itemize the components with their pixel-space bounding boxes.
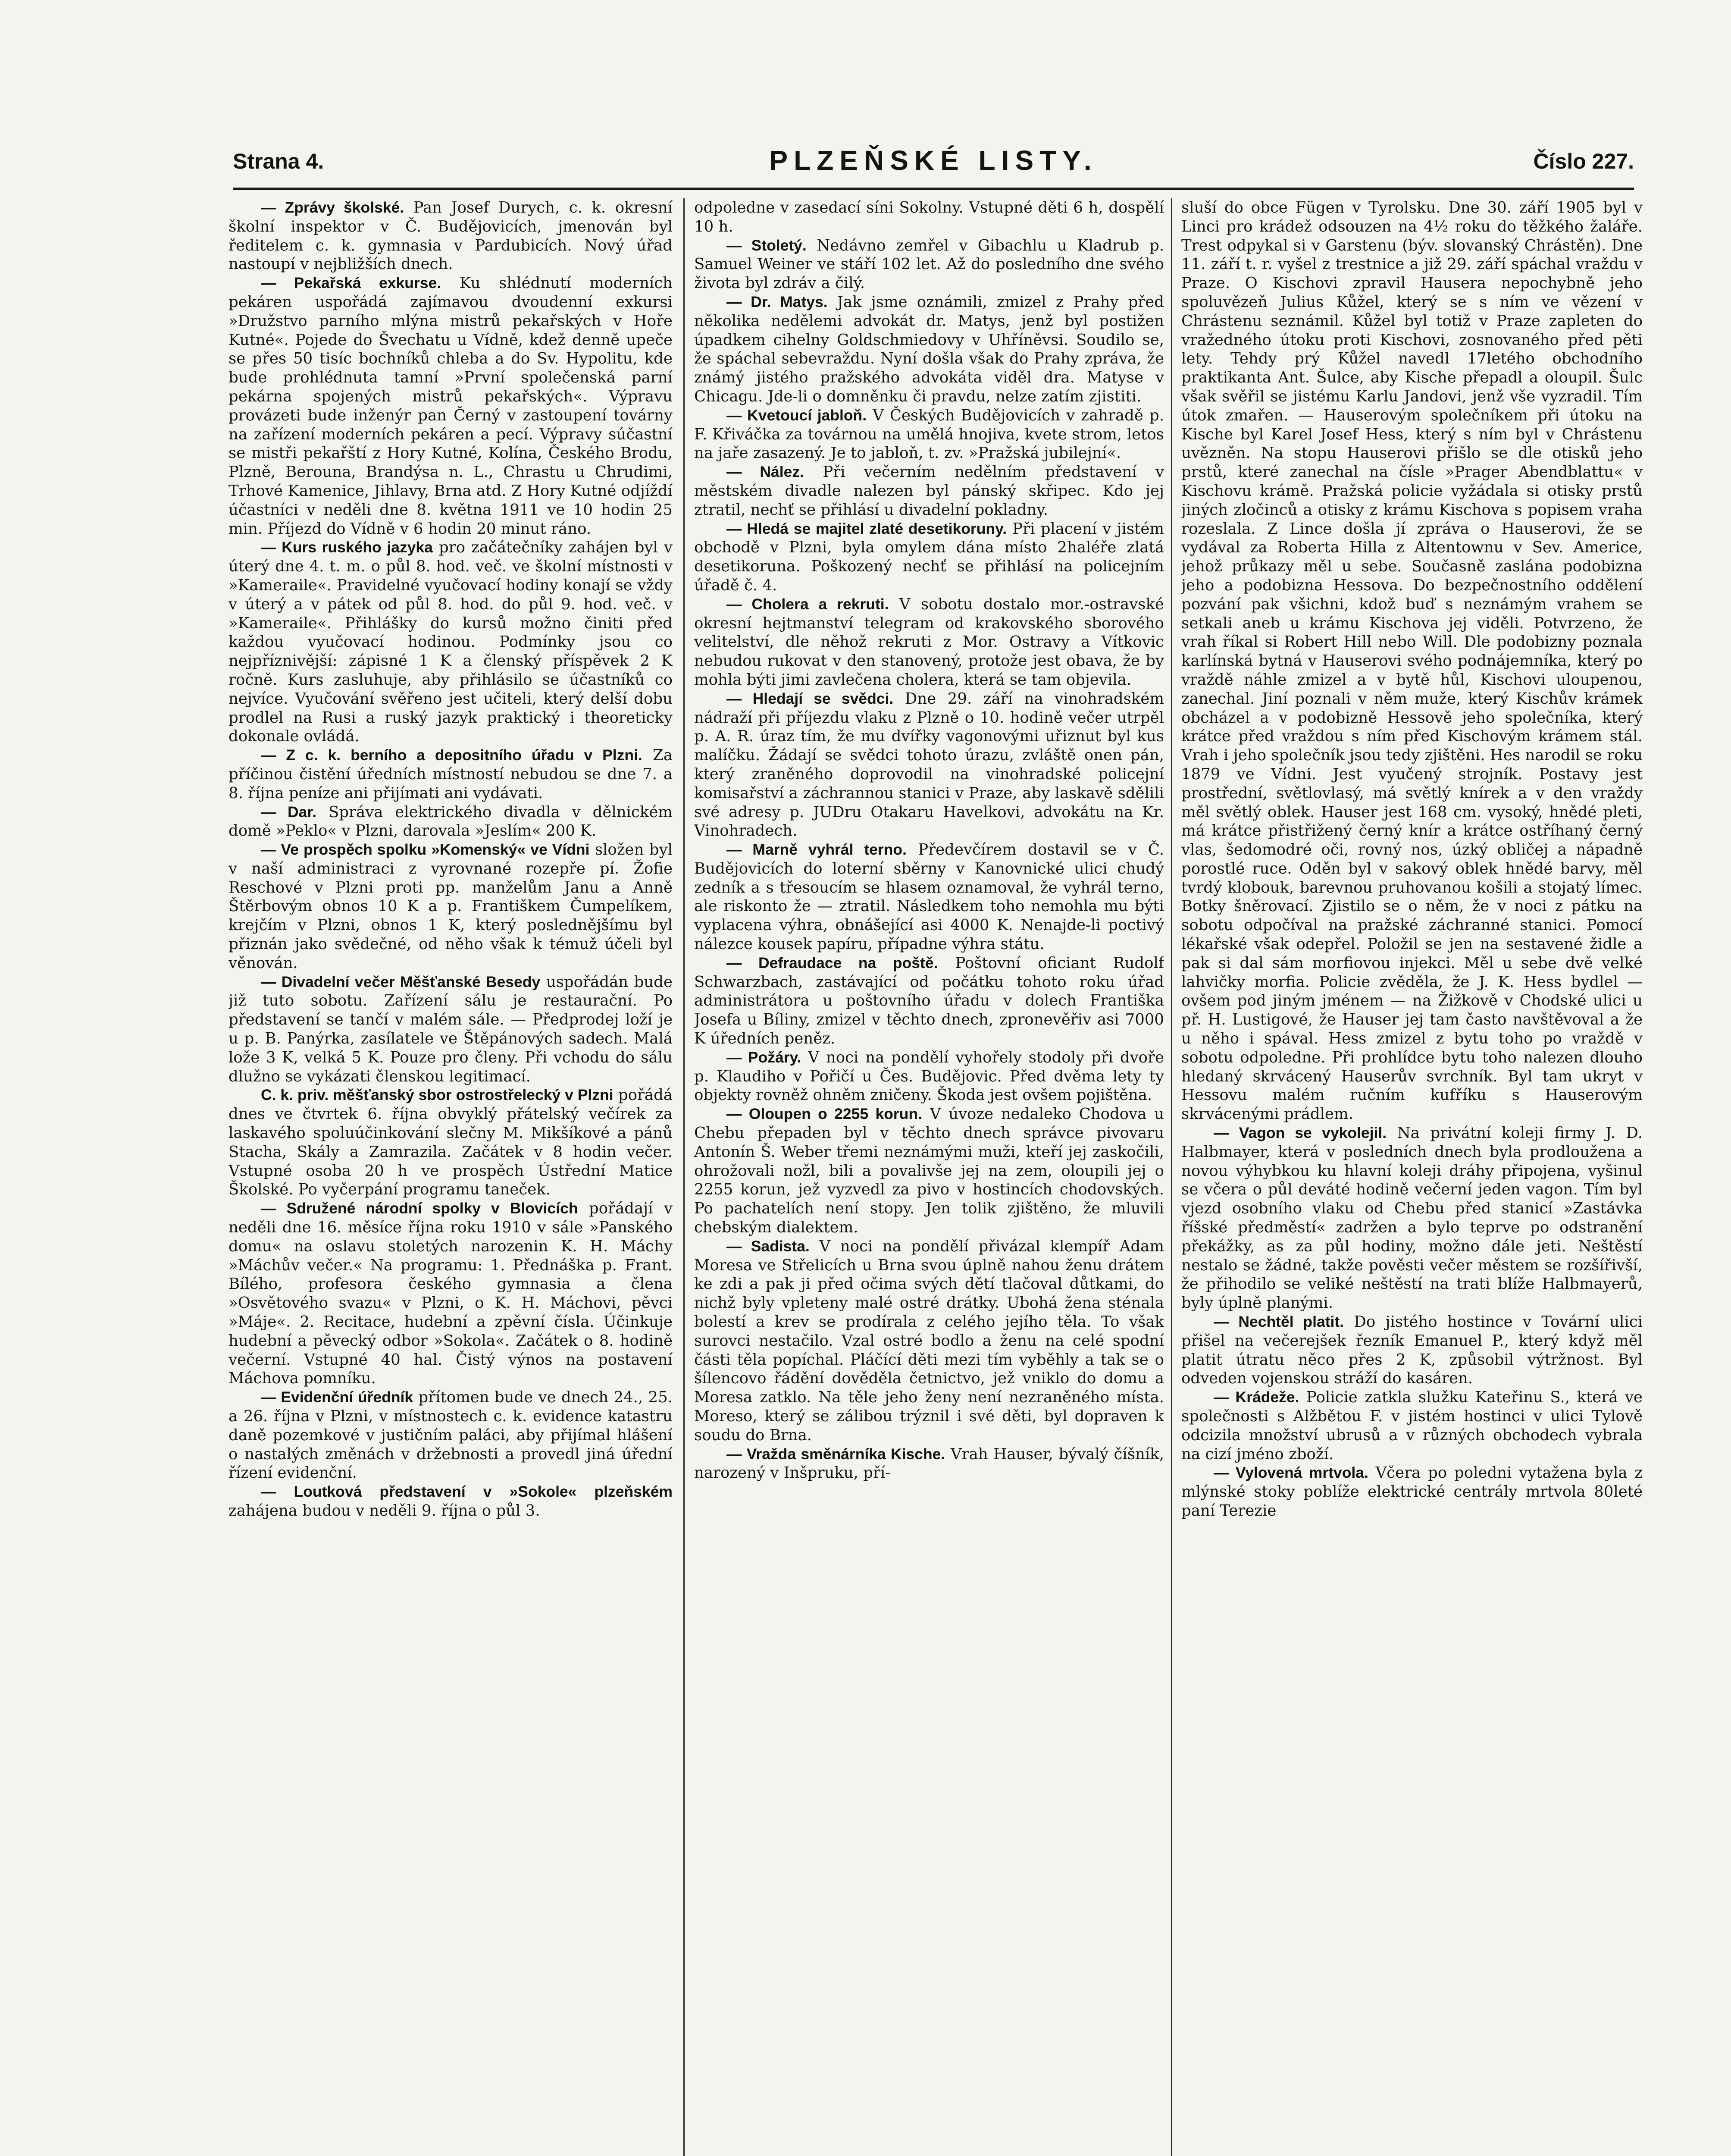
article-heading: — Požáry. (726, 1048, 801, 1066)
article-paragraph (229, 1086, 673, 1199)
article-text: Včera po poledni vytažena byla z mlýnské stoky poblíže elektrické centrály mrtvola 80leté paní Terezie (1181, 1464, 1643, 1520)
article-heading: — Marně vyhrál terno. (726, 841, 907, 859)
header-rule (233, 188, 1634, 190)
article-text: odpoledne v zasedací síni Sokolny. Vstupné děti 6 h, dospělí 10 h. (694, 199, 1164, 235)
article-paragraph (229, 973, 673, 1086)
article-heading: — Vylovená mrtvola. (1214, 1464, 1368, 1482)
article-heading: — Divadelní večer Měšťanské Besedy (261, 973, 541, 990)
article-text: V noci na pondělí přivázal klempíř Adam Moresa ve Střelicích u Brna svou úplně nahou ženu drátem ke zdi a pak ji před očima svých dětí tlačoval důtkami, do nichž byly vpleteny malé ostré drátky. Ubohá žena sténala bolestí a krev se prodírala z celého jejího těla. To však surovci nestačilo. Vzal ostré bodlo a ženu na celé spodní části těla popíchal. Pláčící děti mezi tím vyběhly a tak se o šílencovo řádění dověděla četnictvo, jež vniklo do domu a Moresa zatklo. Na těle jeho ženy není nezraněného místa. Moreso, který se zálibou trýznil i své děti, byl dopraven k soudu do Brna. (694, 1237, 1164, 1444)
article-paragraph (694, 463, 1164, 519)
article-text: Poštovní oficiant Rudolf Schwarzbach, zastávající od počátku tohoto roku úřad administrátora u poštovního úřadu v dolech Františka Josefa u Bíliny, zmizel v těchto dnech, zpronevěřiv asi 7000 K úředních peněz. (694, 954, 1164, 1048)
article-heading: — Hledá se majitel zlaté desetikoruny. (726, 520, 1007, 537)
article-heading: — Ve prospěch spolku »Komenský« ve Vídni (261, 841, 590, 859)
article-text: zahájena budou v neděli 9. října o půl 3. (229, 1501, 540, 1520)
article-paragraph (694, 595, 1164, 689)
article-paragraph (229, 1482, 673, 1520)
article-heading: — Vražda směnárníka Kische. (726, 1445, 945, 1463)
article-text: Správa elektrického divadla v dělnickém domě »Peklo« v Plzni, darovala »Jeslím« 200 K. (229, 803, 673, 840)
article-paragraph (694, 954, 1164, 1048)
article-heading: — Kvetoucí jabloň. (726, 406, 867, 424)
article-heading: — Vagon se vykolejil. (1214, 1124, 1387, 1142)
article-heading: — Dr. Matys. (726, 293, 828, 310)
article-text: Policie zatkla služku Kateřinu S., která ve společnosti s Alžbětou F. v jistém hostinci v ulici Tylově odcizila množství ubrusů a v různých obchodech vybrala na cizí jméno zboží. (1181, 1388, 1643, 1463)
article-paragraph (694, 689, 1164, 840)
article-paragraph (694, 840, 1164, 954)
article-heading: — Zprávy školské. (261, 199, 404, 216)
article-paragraph (229, 1388, 673, 1482)
article-text: Předevčírem dostavil se v Č. Budějovicích do loterní sběrny v Kanovnické ulici chudý zedník a s třesoucím se hlasem oznamoval, že vyhrál terno, ale riskonto že — ztratil. Následkem toho nemohla mu býti vyplacena výhra, obnášející asi 4000 K. Nenajde-li poctivý nálezce kousek papíru, případne výhra státu. (694, 841, 1164, 953)
article-text: uspořádán bude již tuto sobotu. Zařízení sálu je restaurační. Po představení se tančí v malém sále. — Předprodej loží je u p. B. Panýrka, zasílatele ve Štěpánových sadech. Malá lože 3 K, velká 5 K. Pouze pro členy. Při vchodu do sálu dlužno se vykázati členskou legitimací. (229, 973, 673, 1085)
article-heading: — Sdružené národní spolky v Blovicích (261, 1200, 578, 1217)
article-heading: — Loutková představení v »Sokole« plzeňském (261, 1483, 673, 1501)
article-paragraph (1181, 1313, 1643, 1388)
masthead (233, 144, 1634, 183)
article-paragraph (229, 746, 673, 802)
column-divider (1171, 198, 1172, 2156)
article-heading: — Cholera a rekruti. (726, 595, 889, 613)
article-text: V Českých Budějovicích v zahradě p. F. Křiváčka za továrnou na umělá hnojiva, kvete strom, letos na jaře zasazený. Je to jabloň, t. zv. »Pražská jubilejní«. (694, 406, 1164, 462)
article-paragraph (1181, 1388, 1643, 1463)
article-paragraph (694, 1237, 1164, 1445)
article-text: pořádá dnes ve čtvrtek 6. října obvyklý přátelský večírek za laskavého spoluúčinkování slečny M. Mikšíkové a pánů Stacha, Skály a Zamrazila. Začátek v 8 hodin večer. Vstupné osoba 20 h ve prospěch Ústřední Matice Školské. Po vyčerpání programu taneček. (229, 1086, 673, 1199)
column-divider (683, 198, 685, 2156)
article-paragraph (694, 198, 1164, 236)
article-text: Jak jsme oznámili, zmizel z Prahy před několika nedělemi advokát dr. Matys, jenž byl postižen úpadkem cihelny Goldschmiedovy v Uhříněvsi. Soudilo se, že spáchal sebevraždu. Nyní došla však do Prahy zpráva, že známý jistého pražského advokáta viděl dra. Matyse v Chicagu. Jde-li o domněnku či pravdu, nelze zatím zjistiti. (694, 293, 1164, 405)
article-paragraph (229, 803, 673, 841)
issue-number: Číslo 227. (1533, 149, 1634, 173)
article-heading: — Kurs ruského jazyka (261, 539, 433, 556)
article-heading: — Hledají se svědci. (726, 689, 894, 707)
column-2 (694, 198, 1164, 2156)
article-text: pořádají v neděli dne 16. měsíce října roku 1910 v sále »Panského domu« na oslavu stoletých narozenin K. H. Máchy »Máchův večer.« Na programu: 1. Přednáška p. Frant. Bílého, profesora českého gymnasia a člena »Osvětového svazu« v Plzni, o K. H. Máchovi, pěvci »Máje«. 2. Recitace, hudební a zpěvní čísla. Účinkuje hudební a pěvecký odbor »Sokola«. Začátek o 8. hodině večerní. Vstupné 40 hal. Čistý výnos na postavení Máchova pomníku. (229, 1200, 673, 1388)
article-paragraph (694, 293, 1164, 406)
article-paragraph (694, 406, 1164, 463)
article-text: složen byl v naší administraci z vyrovnané rozepře pí. Žofie Reschové v Plzni proti pp. manželům Janu a Anně Štěrbovým obnos 10 K a p. Františkem Čumpelíkem, krejčím v Plzni, obnos 1 K, který poslednějšímu byl přiznán jako svědečné, od něho však k témuž účeli byl věnován. (229, 841, 673, 972)
article-paragraph (694, 1445, 1164, 1483)
article-heading: — Nález. (726, 463, 804, 481)
article-paragraph (1181, 1463, 1643, 1520)
article-text: V úvoze nedaleko Chodova u Chebu přepaden byl v těchto dnech správce pivovaru Antonín Š. Weber třemi neznámými muži, kteří jej zaskočili, ohrožovali nožl, bili a povalivše jej na zem, oloupili jej o 2255 korun, jež vyzvedl za pivo v hostincích chodovských. Po pachatelích není stopy. Jen tolik zjištěno, že mluvili chebským dialektem. (694, 1105, 1164, 1237)
article-paragraph (229, 198, 673, 274)
article-paragraph (694, 236, 1164, 293)
article-heading: — Evidenční úředník (261, 1388, 413, 1406)
article-heading: — Dar. (261, 803, 317, 821)
article-paragraph (694, 1048, 1164, 1105)
article-heading: — Z c. k. berního a depositního úřadu v Plzni. (261, 746, 642, 764)
article-paragraph (229, 274, 673, 538)
article-text: Při večerním nedělním představení v městském divadle nalezen byl pánský skřipec. Kdo jej ztratil, nechť se přihlásí u divadelní pokladny. (694, 463, 1164, 519)
article-text: V noci na pondělí vyhořely stodoly při dvoře p. Klaudiho v Pořičí u Čes. Budějovic. Před dvěma lety ty objekty rovněž ohněm zničeny. Škoda jest ovšem pojištěna. (694, 1048, 1164, 1104)
article-text: Pan Josef Durych, c. k. okresní školní inspektor v Č. Budějovicích, jmenován byl ředitelem c. k. gymnasia v Pardubicích. Nový úřad nastoupí v nejbližších dnech. (229, 199, 673, 273)
article-text: přítomen bude ve dnech 24., 25. a 26. října v Plzni, v místnostech c. k. evidence katastru daně pozemkové v justičním paláci, aby přijímal hlášení o nastalých změnách v držebnosti a provedl jiná úřední řízení evidenční. (229, 1388, 673, 1482)
article-heading: — Krádeže. (1214, 1388, 1299, 1406)
newspaper-title: PLZEŇSKÉ LISTY. (769, 145, 1098, 176)
article-text: pro začátečníky zahájen byl v úterý dne 4. t. m. o půl 8. hod. več. ve školní místnosti v »Kameraile«. Pravidelné vyučovací hodiny konají se vždy v úterý a v pátek od půl 8. hod. do půl 9. hod. več. v »Kameraile«. Přihlášky do kursů možno činiti před každou vyučovací hodinou. Podmínky jsou co nejpříznivější: zápisné 1 K a členský příspěvek 2 K ročně. Kurs zasluhuje, aby přihlásilo se účastníků co nejvíce. Vyučování svěřeno jest učiteli, který delší dobu prodlel na Rusi a ruský jazyk praktický i theoreticky dokonale ovládá. (229, 539, 673, 746)
article-paragraph (1181, 1124, 1643, 1313)
column-3 (1181, 198, 1643, 2156)
article-text: sluší do obce Fügen v Tyrolsku. Dne 30. září 1905 byl v Linci pro krádež odsouzen na 4½ roku do těžkého žaláře. Trest odpykal si v Garstenu (býv. slovanský Chrástěn). Dne 11. září t. r. vyšel z trestnice a již 29. září spáchal vraždu v Praze. O Kischovi zpravil Hausera nepochybně jeho spoluvězeň Julius Kůžel, který se s ním ve vězení v Chrástenu seznámil. Kůžel byl totiž v Praze zapleten do vražedného útoku proti Kischovi, zosnovaného před pěti lety. Tehdy prý Kůžel navedl 17letého obchodního praktikanta Ant. Šulce, aby Kische přepadl a oloupil. Šulc však svěřil se jistému Karlu Jandovi, jenž vše vyzradil. Tím útok zmařen. — Hauserovým společníkem při útoku na Kische byl Karel Josef Hess, který s ním byl v Chrástenu uvězněn. Na stopu Hauserovi přišlo se dle otisků jeho prstů, které zanechal na čísle »Prager Abendblattu« v Kischovu krámě. Pražská policie vyžádala si otisky prstů jiných zločinců a otisky z krámu Kischova s popisem vraha rozeslala. Z Lince došla jí zpráva o Hauserovi, že se vydával za Roberta Hilla z Altentownu v Sev. Americe, jehož průkazy měl u sebe. Současně zaslána podobizna jeho a podobizna Hessova. Do bezpečnostního oddělení pozvání pak všichni, kdož buď s neznámým vrahem se setkali aneb u krámu Kischova jej viděli. Potvrzeno, že vrah říkal si Robert Hill nebo Will. Dle podobizny poznala karlínská bytná v Hauserovi svého podnájemníka, který po vraždě náhle zmizel a v bytě hůl, Kischovi uloupenou, zanechal. Jiní poznali v něm muže, který Kischův krámek obcházel a v podobizně Hessově jeho společníka, který krátce před vraždou s ním před Kischovým krámem stál. Vrah i jeho společník jsou tedy zjištěni. Hes narodil se roku 1879 ve Vídni. Jest vyučený strojník. Postavy jest prostřední, světlovlasý, má světlý knírek a v den vraždy měl světlý oblek. Hauser jest 168 cm. vysoký, hnědé pleti, má krátce přistřižený černý knír a krátce ostříhaný černý vlas, šedomodré oči, rovný nos, úzký obličej a nápadně porostlé ruce. Oděn byl v sakový oblek hnědé barvy, měl tvrdý klobouk, barevnou pruhovanou košili a stojatý límec. Botky šněrovací. Zjistilo se o něm, že v noci z pátku na sobotu odpočíval na pražské záchranné stanici. Pomocí lékařské však odepřel. Položil se jen na sestavené židle a pak si dal sám morfiovou injekci. Měl u sebe dvě velké lahvičky morfia. Policie zvěděla, že J. K. Hess bydlel — ovšem pod jiným jménem — na Žižkově v Chodské ulici u př. H. Lustigové, že Hauser jej tam často navštěvoval a že u něho i spával. Hess zmizel z bytu toho po vraždě v sobotu odpoledne. Při prohlídce bytu toho nalezen dlouho hledaný skrvácený Hauserův svrchník. Byl tam ukryt v Hessovu malém ručním kufříku s Hauserovým skrvácenými prádlem. (1181, 199, 1643, 1123)
article-heading: — Defraudace na poště. (726, 954, 938, 971)
article-text: Do jistého hostince v Tovární ulici přišel na večerejšek řezník Emanuel P., který když měl platit útratu něco přes 2 K, způsobil výtržnost. Byl odveden vojenskou stráží do kasáren. (1181, 1313, 1643, 1388)
article-text: V sobotu dostalo mor.-ostravské okresní hejtmanství telegram od krakovského sborového velitelství, dle něhož rekruti z Mor. Ostravy a Vítkovic nebudou rukovat v den stanovený, protože jest obava, že by mohla býti jimi zavlečena cholera, která se tam objevila. (694, 595, 1164, 689)
article-text: Vrah Hauser, bývalý číšník, narozený v Inšpruku, pří- (694, 1445, 1164, 1482)
article-text: Dne 29. září na vinohradském nádraží při příjezdu vlaku z Plzně o 10. hodině večer utrpěl p. A. R. úraz tím, že mu dvířky vagonovými uřiznut byl kus malíčku. Žádají se svědci tohoto úrazu, zvláště onen pán, který zraněného doprovodil na vinohradské policejní komisařství a záchrannou stanici v Praze, aby laskavě sdělili své adresy p. JUDru Otakaru Havelkovi, advokátu na Kr. Vinohradech. (694, 689, 1164, 840)
article-text: Na privátní koleji firmy J. D. Halbmayer, která v posledních dnech byla prodloužena a novou výhybkou ku hlavní koleji dráhy připojena, vyšinul se včera o půl deváté hodině večerní jeden vagon. Tím byl vjezd osobního vlaku od Chebu před stanicí »Zastávka říšské předměstí« zadržen a bylo teprve po odstranění překážky, as za půl hodiny, možno dále jeti. Neštěstí nestalo se žádné, takže pověsti večer městem se rozšířivší, že přihodilo se veliké neštěstí na trati blíže Halbmayerů, byly úplně planými. (1181, 1124, 1643, 1312)
page-number: Strana 4. (233, 149, 324, 173)
article-heading: — Oloupen o 2255 korun. (726, 1105, 922, 1123)
article-paragraph (1181, 198, 1643, 1124)
article-paragraph (229, 840, 673, 973)
article-heading: — Sadista. (726, 1237, 810, 1255)
article-text: Ku shlédnutí moderních pekáren uspořádá zajímavou dvoudenní exkursi »Družstvo parního mlýna mistrů pekařských v Hoře Kutné«. Pojede do Švechatu u Vídně, kdež denně upeče se přes 50 tisíc bochníků chleba a do Sv. Hypolitu, kde bude prohlédnuta tamní »První společenská parní pekárna spojených mistrů pekařských«. Výpravu provázeti bude inženýr pan Černý v zastoupení továrny na zařízení moderních pekáren a pecí. Výpravy súčastní se mistři pekařští z Hory Kutné, Kolína, Českého Brodu, Plzně, Berouna, Brandýsa n. L., Chrastu u Chrudimi, Trhové Kamenice, Jihlavy, Brna atd. Z Hory Kutné odjíždí účastníci v neděli dne 8. května 1911 ve 10 hodin 25 min. Příjezd do Vídně v 6 hodin 20 minut ráno. (229, 274, 673, 538)
article-paragraph (229, 538, 673, 746)
article-text: Za příčinou čistění úředních místností nebudou se dne 7. a 8. října peníze ani přijímati ani vydávati. (229, 746, 673, 802)
article-paragraph (229, 1199, 673, 1388)
article-heading: — Pekařská exkurse. (261, 274, 441, 292)
article-text: Při placení v jistém obchodě v Plzni, byla omylem dána místo 2haléře zlatá desetikoruna. Poškozený nechť se přihlásí na policejním úřadě č. 4. (694, 520, 1164, 594)
article-paragraph (694, 520, 1164, 595)
article-paragraph (694, 1105, 1164, 1237)
article-heading: C. k. priv. měšťanský sbor ostrostřelecký v Plzni (261, 1086, 614, 1104)
column-1 (229, 198, 673, 2156)
article-heading: — Stoletý. (726, 236, 807, 254)
article-heading: — Nechtěl platit. (1214, 1313, 1344, 1331)
article-text: Nedávno zemřel v Gibachlu u Kladrub p. Samuel Weiner ve stáří 102 let. Až do posledního dne svého života byl zdráv a čilý. (694, 236, 1164, 292)
